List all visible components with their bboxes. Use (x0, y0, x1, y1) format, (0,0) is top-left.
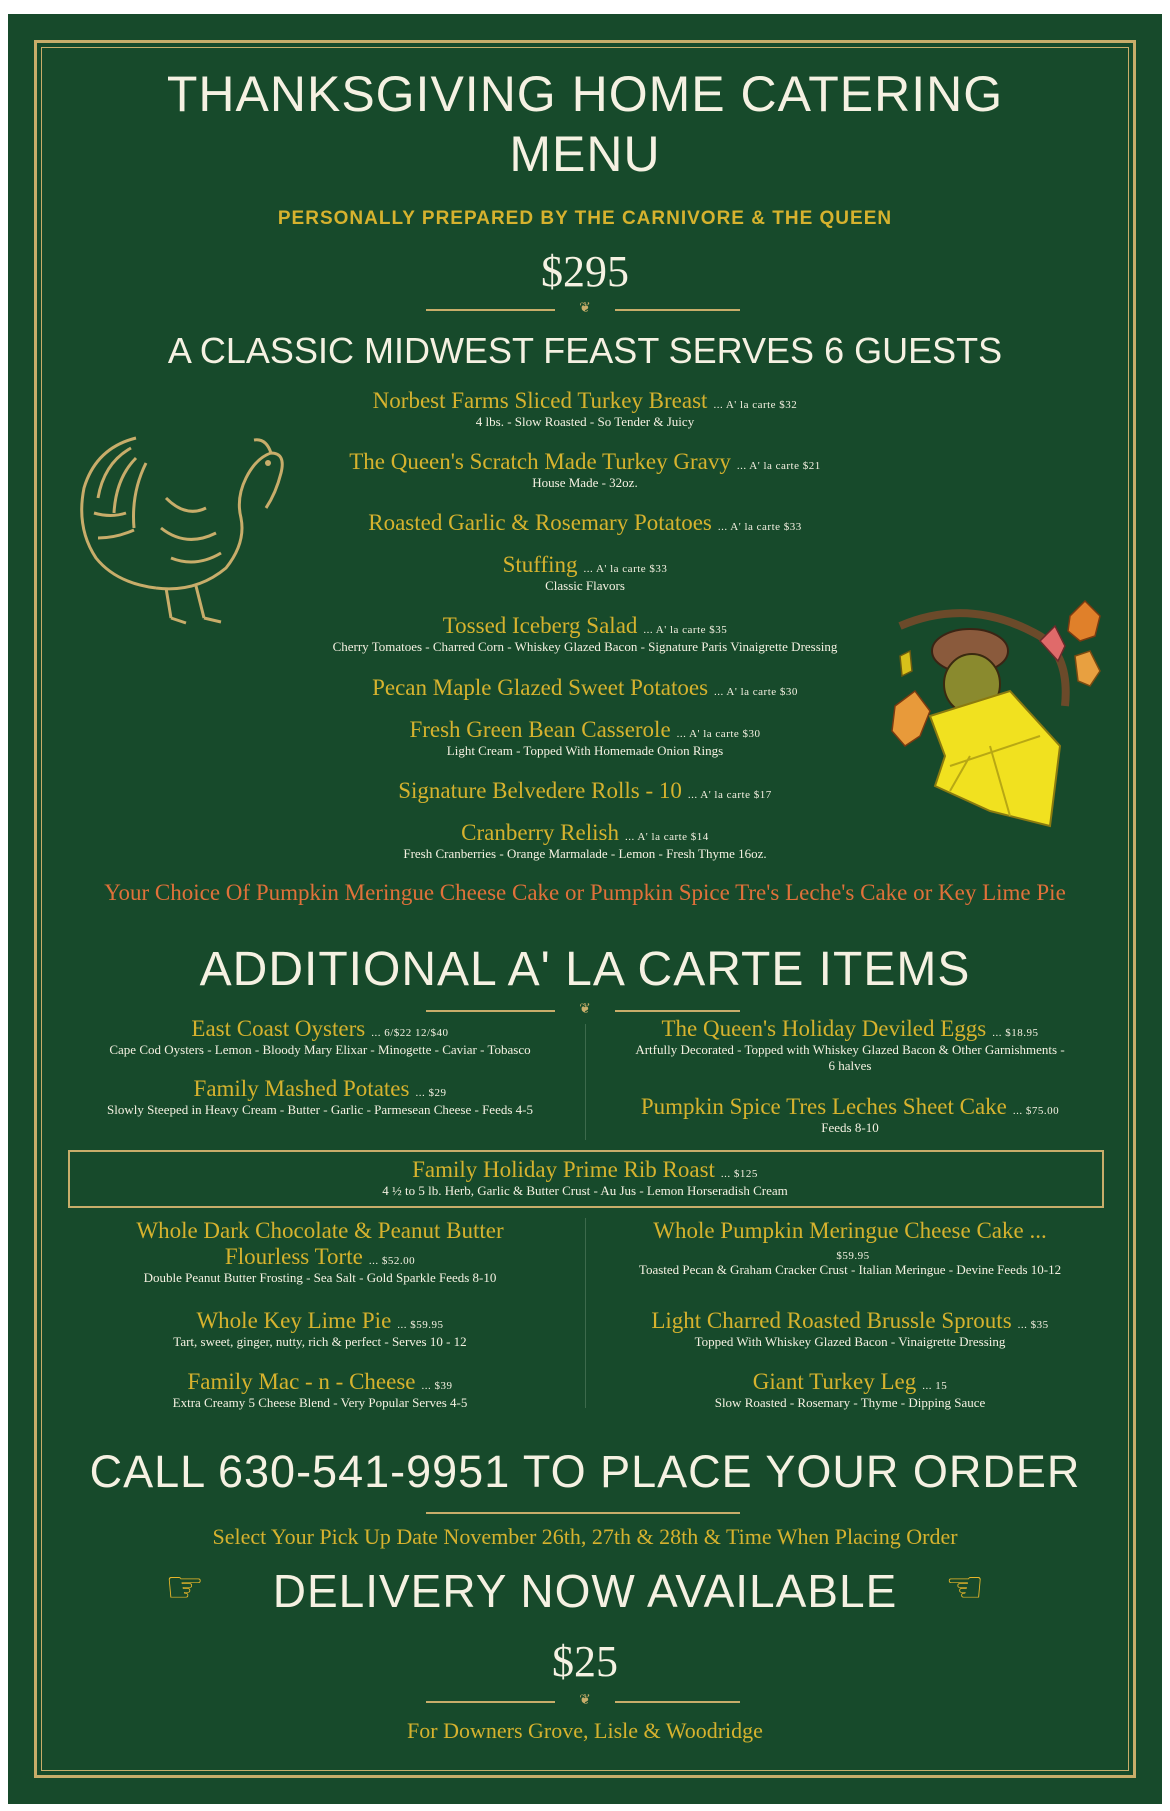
additional-heading: ADDITIONAL A' LA CARTE ITEMS (199, 943, 971, 996)
feast-item (0, 717, 1170, 759)
alc-item-price: ... $39 (421, 1380, 453, 1392)
alc-item-desc: Extra Creamy 5 Cheese Blend - Very Popular Serves 4-5 (172, 1395, 468, 1410)
alc-item-name: East Coast Oysters (191, 1016, 366, 1041)
alc-item-name: Family Mac - n - Cheese (187, 1369, 416, 1394)
alc-item-turkey-leg (600, 1369, 1100, 1411)
feast-heading: A CLASSIC MIDWEST FEAST SERVES 6 GUESTS (167, 330, 1003, 371)
alc-item-deviled-eggs (600, 1016, 1100, 1074)
alc-item-key-lime (70, 1308, 570, 1350)
pointing-hand-left-icon: ☜ (945, 1563, 985, 1612)
feast-item-desc: Light Cream - Topped With Homemade Onion Rings (446, 743, 724, 758)
alc-item-desc: Artfully Decorated - Topped with Whiskey Glazed Bacon & Other Garnishments - (635, 1042, 1065, 1057)
alc-item-price: ... $125 (720, 1168, 758, 1180)
feast-item-name: Norbest Farms Sliced Turkey Breast (372, 388, 708, 413)
feast-item-alc-price: ... A' la carte $35 (643, 624, 728, 636)
alc-item-sheet-cake (600, 1094, 1100, 1136)
feast-item (0, 449, 1170, 491)
alc-item-desc: Double Peanut Butter Frosting - Sea Salt - Gold Sparkle Feeds 8-10 (143, 1270, 497, 1285)
delivery-price: $25 (552, 1637, 618, 1686)
delivery-area: For Downers Grove, Lisle & Woodridge (407, 1718, 763, 1743)
feast-item (0, 675, 1170, 701)
feast-item-alc-price: ... A' la carte $17 (687, 789, 772, 801)
alc-item-name: Light Charred Roasted Brussle Sprouts (651, 1308, 1012, 1333)
alc-item-name: Whole Dark Chocolate & Peanut Butter (136, 1218, 504, 1243)
feast-item-desc: Cherry Tomatoes - Charred Corn - Whiskey Glazed Bacon - Signature Paris Vinaigrette Dressing (332, 639, 838, 654)
alc-item-mac (70, 1369, 570, 1411)
alc-item-prime-rib (0, 1157, 1170, 1199)
feast-item-alc-price: ... A' la carte $30 (714, 686, 798, 698)
alc-item-desc: Topped With Whiskey Glazed Bacon - Vinaigrette Dressing (694, 1334, 1006, 1349)
alc-item-price: ... $35 (1017, 1319, 1049, 1331)
alc-item-sprouts (600, 1308, 1100, 1350)
alc-item-name: Whole Pumpkin Meringue Cheese Cake ... (653, 1218, 1047, 1243)
divider (426, 1512, 740, 1514)
alc-item-oysters (70, 1016, 570, 1058)
divider-ornament-icon: ❦ (555, 300, 615, 317)
alc-item-price: ... $29 (415, 1087, 447, 1099)
feast-item-name: The Queen's Scratch Made Turkey Gravy (349, 449, 731, 474)
alc-item-name: Giant Turkey Leg (752, 1369, 917, 1394)
alc-item-mashed (70, 1076, 570, 1118)
feast-item-desc: House Made - 32oz. (532, 475, 638, 490)
feast-item-desc: Fresh Cranberries - Orange Marmalade - Lemon - Fresh Thyme 16oz. (403, 846, 767, 861)
alc-item-desc: Slow Roasted - Rosemary - Thyme - Dipping Sauce (714, 1395, 986, 1410)
feast-item (0, 778, 1170, 804)
alc-item-desc: Tart, sweet, ginger, nutty, rich & perfect - Serves 10 - 12 (173, 1334, 467, 1349)
delivery-heading: DELIVERY NOW AVAILABLE (272, 1565, 898, 1617)
feast-item (0, 552, 1170, 594)
feast-item-alc-price: ... A' la carte $30 (676, 728, 761, 740)
pointing-hand-right-icon: ☞ (165, 1563, 205, 1612)
pickup-note: Select Your Pick Up Date November 26th, 27th & 28th & Time When Placing Order (212, 1524, 958, 1549)
feast-item (0, 820, 1170, 862)
column-separator (585, 1218, 586, 1408)
feast-item-name: Pecan Maple Glazed Sweet Potatoes (372, 675, 709, 700)
alc-item-desc: 4 ½ to 5 lb. Herb, Garlic & Butter Crust - Au Jus - Lemon Horseradish Cream (382, 1183, 788, 1198)
divider-ornament-icon: ❦ (555, 1692, 615, 1709)
alc-item-price: ... $59.95 (397, 1319, 444, 1331)
alc-item-cheese-cake (600, 1218, 1100, 1278)
alc-item-name-2: Flourless Torte (224, 1244, 363, 1269)
alc-item-price: ... $52.00 (368, 1255, 416, 1267)
alc-item-desc-2: 6 halves (828, 1058, 872, 1073)
dessert-choice: Your Choice Of Pumpkin Meringue Cheese Cake or Pumpkin Spice Tre's Leche's Cake or Key Lime Pie (104, 880, 1066, 905)
feast-item-alc-price: ... A' la carte $14 (624, 831, 709, 843)
alc-item-name: Family Mashed Potates (193, 1076, 410, 1101)
feast-item (0, 510, 1170, 536)
feast-item-alc-price: ... A' la carte $33 (583, 563, 668, 575)
feast-item-alc-price: ... A' la carte $33 (717, 521, 802, 533)
alc-item-price: $59.95 (836, 1250, 870, 1262)
alc-item-price: ... $75.00 (1012, 1105, 1060, 1117)
alc-item-name: The Queen's Holiday Deviled Eggs (661, 1016, 987, 1041)
menu-subtitle: PERSONALLY PREPARED BY THE CARNIVORE & THE QUEEN (277, 208, 893, 229)
alc-item-desc: Feeds 8-10 (821, 1120, 879, 1135)
alc-item-name: Whole Key Lime Pie (196, 1308, 392, 1333)
feast-item-name: Roasted Garlic & Rosemary Potatoes (368, 510, 712, 535)
alc-item-torte (70, 1218, 570, 1286)
menu-title-line2: MENU (509, 126, 661, 182)
column-separator (585, 1024, 586, 1140)
menu-title-line1: THANKSGIVING HOME CATERING (166, 66, 1004, 122)
feast-item-desc: Classic Flavors (545, 578, 625, 593)
alc-item-price: ... 15 (922, 1380, 948, 1392)
call-to-order: CALL 630-541-9951 TO PLACE YOUR ORDER (89, 1446, 1081, 1497)
feast-item-name: Fresh Green Bean Casserole (409, 717, 671, 742)
feast-item-alc-price: ... A' la carte $21 (736, 460, 821, 472)
alc-item-name: Family Holiday Prime Rib Roast (412, 1157, 715, 1182)
alc-item-price: ... 6/$22 12/$40 (371, 1027, 449, 1039)
feast-item-name: Tossed Iceberg Salad (442, 613, 638, 638)
feast-item-alc-price: ... A' la carte $32 (713, 399, 798, 411)
alc-item-desc: Slowly Steeped in Heavy Cream - Butter - Garlic - Parmesean Cheese - Feeds 4-5 (107, 1102, 533, 1117)
alc-item-name: Pumpkin Spice Tres Leches Sheet Cake (640, 1094, 1007, 1119)
feast-item-desc: 4 lbs. - Slow Roasted - So Tender & Juicy (475, 414, 695, 429)
alc-item-desc: Cape Cod Oysters - Lemon - Bloody Mary Elixar - Minogette - Caviar - Tobasco (109, 1042, 531, 1057)
feast-price: $295 (541, 247, 629, 296)
feast-item-name: Cranberry Relish (461, 820, 619, 845)
divider-ornament-icon: ❦ (555, 1001, 615, 1018)
alc-item-price: ... $18.95 (992, 1027, 1039, 1039)
feast-item-name: Stuffing (502, 552, 578, 577)
feast-item (0, 388, 1170, 430)
feast-item (0, 613, 1170, 655)
alc-item-desc: Toasted Pecan & Graham Cracker Crust - Italian Meringue - Devine Feeds 10-12 (638, 1262, 1062, 1277)
feast-item-name: Signature Belvedere Rolls - 10 (398, 778, 682, 803)
